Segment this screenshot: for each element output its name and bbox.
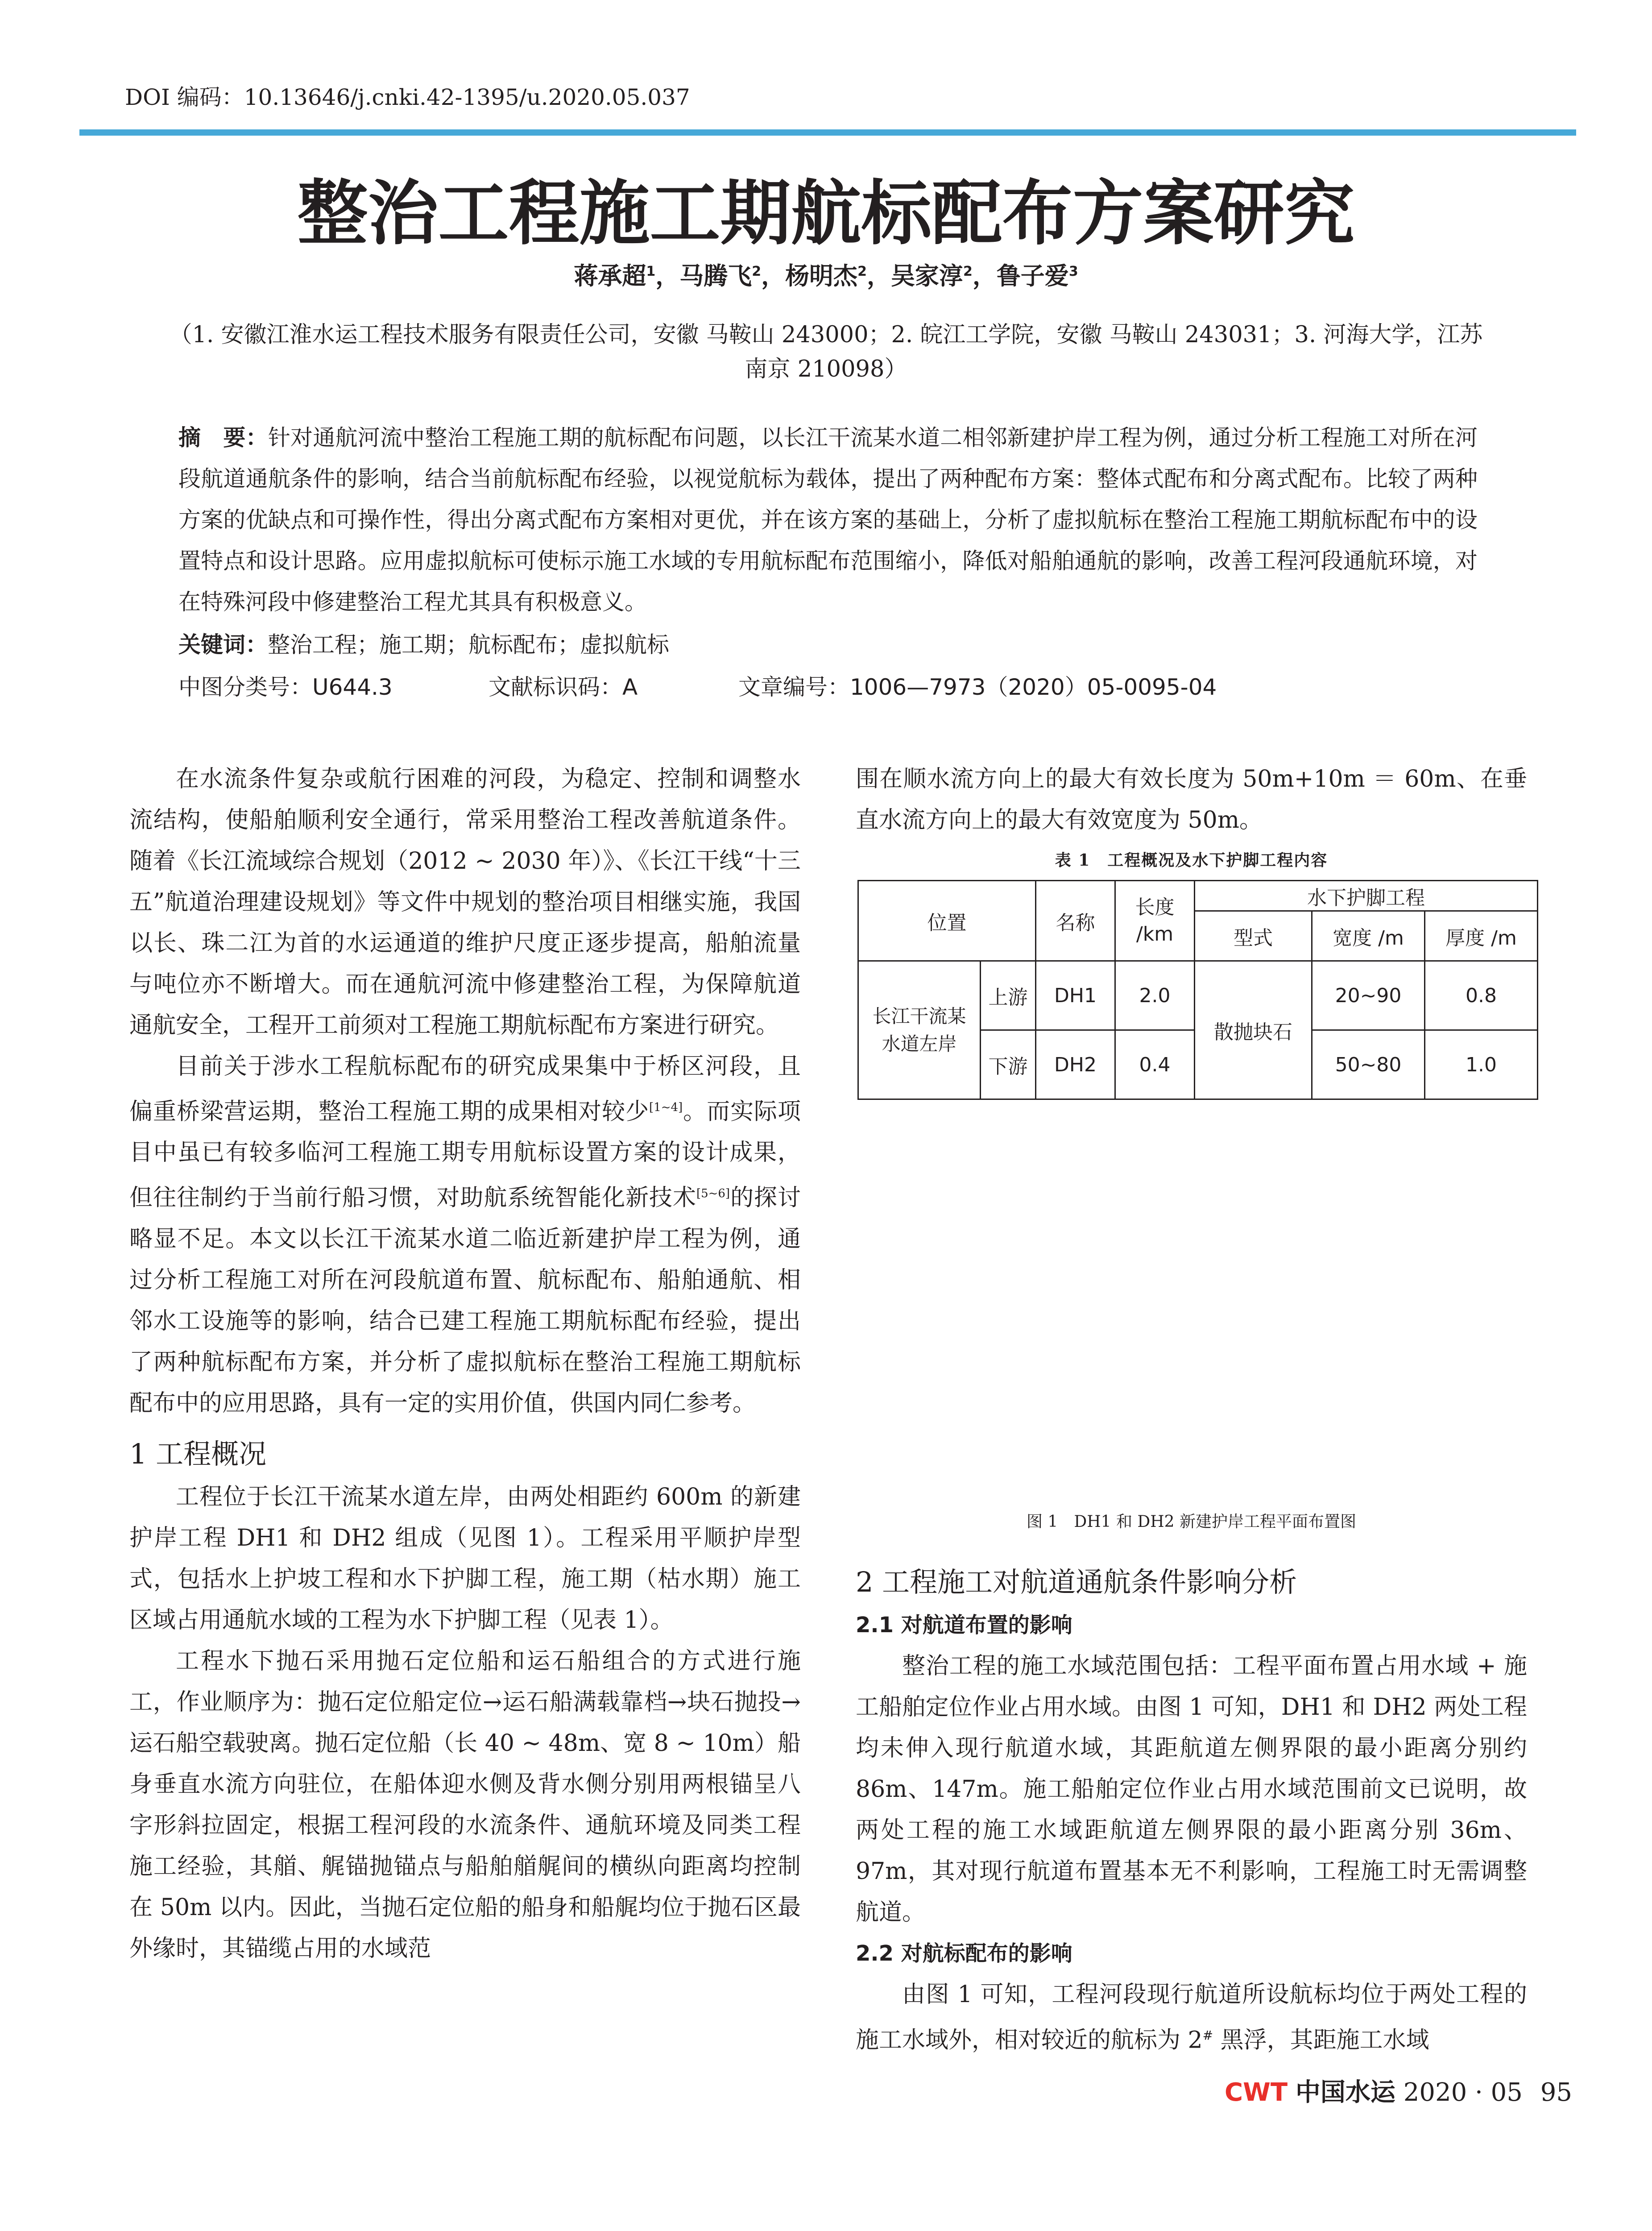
- journal-footer: [1225, 2073, 1572, 2108]
- right-column: [856, 759, 1527, 841]
- issue-number: 2020 · 05: [1403, 2078, 1523, 2107]
- section-1-paragraph-2: 工程水下抛石采用抛石定位船和运石船组合的方式进行施工，作业顺序为：抛石定位船定位→运石船满载靠档→块石抛投→运石船空载驶离。抛石定位船（长 40 ~ 48m、宽 8 ~ 10m）船身垂直水流方向驻位，在船体迎水侧及背水侧分别用两根锚呈八字形斜拉固定，根据工程河段的水流条件、通航环境及同类工程施工经验，其艏、艉锚抛锚点与船舶艏艉间的横纵向距离均控制在 50m 以内。因此，当抛石定位船的船身和船艉均位于抛石区最外缘时，其锚缆占用的水域范: [129, 1647, 801, 1962]
- figure-1-area: [856, 1133, 1527, 1490]
- header-length: 长度 /km: [1115, 881, 1195, 961]
- abstract-label: 摘 要：: [178, 425, 268, 451]
- clc-number: 中图分类号：U644.3: [178, 674, 393, 700]
- author-affiliation-mark: 1: [646, 264, 656, 279]
- author-name: 马腾飞: [679, 262, 752, 290]
- keywords-list: 整治工程；施工期；航标配布；虚拟航标: [268, 632, 669, 658]
- table-1: [857, 880, 1538, 1100]
- affiliation-line-1: （1. 安徽江淮水运工程技术服务有限责任公司，安徽 马鞍山 243000；2. 皖江工学院，安徽 马鞍山 243031；3. 河海大学，江苏: [169, 322, 1483, 348]
- citation-1-4: [1~4]: [649, 1101, 683, 1114]
- header-rule: [79, 129, 1576, 136]
- author-name: 蒋承超: [574, 262, 646, 290]
- doi-line: DOI 编码：10.13646/j.cnki.42-1395/u.2020.05.037: [125, 84, 690, 110]
- author-affiliation-mark: 2: [857, 264, 867, 279]
- figure-1-caption: 图 1 DH1 和 DH2 新建护岸工程平面布置图: [1026, 1513, 1356, 1531]
- table-row: [858, 961, 1538, 1030]
- cell-thickness: 0.8: [1425, 961, 1538, 1030]
- page-number: 95: [1540, 2078, 1572, 2107]
- section-2-heading: 2 工程施工对航道通航条件影响分析: [856, 1566, 1297, 1598]
- author-affiliation-mark: 2: [752, 264, 762, 279]
- cell-name: DH2: [1036, 1030, 1115, 1099]
- journal-name: 中国水运: [1295, 2078, 1395, 2107]
- author-list: [0, 257, 1652, 291]
- intro-paragraph-2: 目前关于涉水工程航标配布的研究成果集中于桥区河段，且偏重桥梁营运期，整治工程施工期的成果相对较少[1~4]。而实际项目中虽已有较多临河工程施工期专用航标设置方案的设计成果，但往往制约于当前行船习惯，对助航系统智能化新技术[5~6]的探讨略显不足。本文以长江干流某水道二临近新建护岸工程为例，通过分析工程施工对所在河段航道布置、航标配布、船舶通航、相邻水工设施等的影响，结合已建工程施工期航标配布经验，提出了两种航标配布方案，并分析了虚拟航标在整治工程施工期航标配布中的应用思路，具有一定的实用价值，供国内同仁参考。: [129, 1053, 801, 1417]
- article-number: 文章编号：1006—7973（2020）05-0095-04: [738, 674, 1217, 700]
- header-position: 位置: [858, 881, 1036, 961]
- cell-thickness: 1.0: [1425, 1030, 1538, 1099]
- keywords-label: 关键词：: [178, 632, 268, 658]
- author-affiliation-mark: 3: [1068, 264, 1078, 279]
- abstract-text: 针对通航河流中整治工程施工期的航标配布问题，以长江干流某水道二相邻新建护岸工程为例，通过分析工程施工对所在河段航道通航条件的影响，结合当前航标配布经验，以视觉航标为载体，提出了两种配布方案：整体式配布和分离式配布。比较了两种方案的优缺点和可操作性，得出分离式配布方案相对更优，并在该方案的基础上，分析了虚拟航标在整治工程施工期航标配布中的设置特点和设计思路。应用虚拟航标可使标示施工水域的专用航标配布范围缩小，降低对船舶通航的影响，改善工程河段通航环境，对在特殊河段中修建整治工程尤其具有积极意义。: [178, 425, 1478, 615]
- left-column: [129, 759, 801, 1969]
- right-column-lower: [856, 1562, 1527, 2061]
- cell-position: 下游: [981, 1030, 1036, 1099]
- section-2-1-paragraph: 整治工程的施工水域范围包括：工程平面布置占用水域 + 施工船舶定位作业占用水域。由图 1 可知，DH1 和 DH2 两处工程均未伸入现行航道水域，其距航道左侧界限的最小距离分别约 86m、147m。施工船舶定位作业占用水域范围前文已说明，故两处工程的施工水域距航道左侧界限的最小距离分别 36m、97m，其对现行航道布置基本无不利影响，工程施工时无需调整航道。: [856, 1653, 1527, 1926]
- section-1-heading: 1 工程概况: [129, 1437, 267, 1470]
- header-type: 型式: [1195, 911, 1312, 961]
- section-2-2-paragraph: 由图 1 可知，工程河段现行航道所设航标均位于两处工程的施工水域外，相对较近的航标为 2# 黑浮，其距施工水域: [856, 1981, 1527, 2054]
- affiliation-line-2: 南京 210098）: [745, 356, 907, 382]
- cell-location: 长江干流某水道左岸: [858, 961, 981, 1099]
- author-separator: ，: [866, 262, 891, 290]
- abstract: [178, 417, 1478, 622]
- header-underwater-toe: 水下护脚工程: [1195, 881, 1538, 911]
- header-width: 宽度 /m: [1312, 911, 1425, 961]
- section-2-2-heading: 2.2 对航标配布的影响: [856, 1941, 1072, 1966]
- author-name: 杨明杰: [785, 262, 858, 290]
- intro-paragraph-1: 在水流条件复杂或航行困难的河段，为稳定、控制和调整水流结构，使船舶顺利安全通行，常采用整治工程改善航道条件。随着《长江流域综合规划（2012 ~ 2030 年）》、《长江干线“十三五”航道治理建设规划》等文件中规划的整治项目相继实施，我国以长、珠二江为首的水运通道的维护尺度正逐步提高，船舶流量与吨位亦不断增大。而在通航河流中修建整治工程，为保障航道通航安全，工程开工前须对工程施工期航标配布方案进行研究。: [129, 766, 801, 1039]
- citation-5-6: [5~6]: [696, 1187, 730, 1201]
- author-separator: ，: [655, 262, 680, 290]
- continued-paragraph: 围在顺水流方向上的最大有效长度为 50m+10m ＝ 60m、在垂直水流方向上的最大有效宽度为 50m。: [856, 766, 1527, 834]
- buoy-mark: #: [1202, 2028, 1213, 2043]
- cell-length: 0.4: [1115, 1030, 1195, 1099]
- journal-logo-cwt: CWT: [1225, 2078, 1288, 2107]
- author-name: 鲁子爱: [996, 262, 1069, 290]
- cell-name: DH1: [1036, 961, 1115, 1030]
- affiliations: [129, 318, 1523, 386]
- keywords-line: [178, 627, 669, 659]
- author-separator: ，: [761, 262, 786, 290]
- author-separator: ，: [972, 262, 997, 290]
- cell-width: 20~90: [1312, 961, 1425, 1030]
- article-title: 整治工程施工期航标配布方案研究: [297, 172, 1355, 255]
- cell-width: 50~80: [1312, 1030, 1425, 1099]
- author-affiliation-mark: 2: [963, 264, 973, 279]
- section-2-1-heading: 2.1 对航道布置的影响: [856, 1613, 1072, 1638]
- document-code: 文献标识码：A: [489, 674, 638, 700]
- section-1-paragraph-1: 工程位于长江干流某水道左岸，由两处相距约 600m 的新建护岸工程 DH1 和 DH2 组成（见图 1）。工程采用平顺护岸型式，包括水上护坡工程和水下护脚工程，施工期（枯水期）施工区域占用通航水域的工程为水下护脚工程（见表 1）。: [129, 1483, 801, 1634]
- cell-type: 散抛块石: [1195, 961, 1312, 1099]
- author-name: 吴家淳: [890, 262, 963, 290]
- table-1-caption: 表 1 工程概况及水下护脚工程内容: [1055, 851, 1328, 870]
- cell-length: 2.0: [1115, 961, 1195, 1030]
- header-name: 名称: [1036, 881, 1115, 961]
- header-thickness: 厚度 /m: [1425, 911, 1538, 961]
- cell-position: 上游: [981, 961, 1036, 1030]
